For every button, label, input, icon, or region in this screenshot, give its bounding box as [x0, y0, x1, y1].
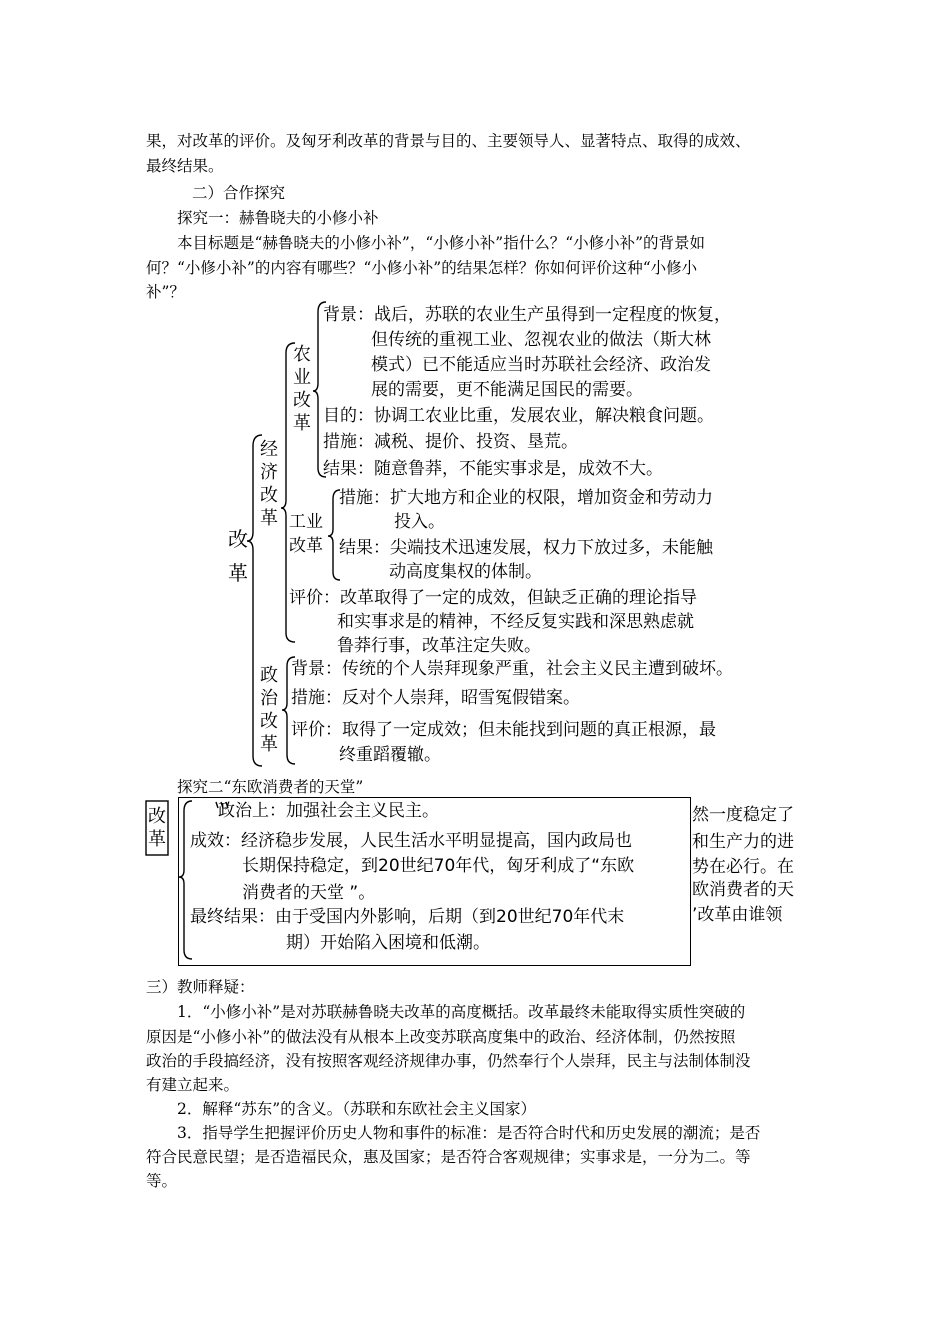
hungary-politics: 政治上：加强社会主义民主。 — [218, 801, 439, 821]
intro-line-2: 最终结果。 — [146, 157, 224, 175]
political-evaluation-line-2: 终重蹈覆辙。 — [339, 745, 441, 765]
hungary-effect-line-3: 消费者的天堂 ”。 — [242, 883, 376, 903]
teacher-point-3-line-3: 等。 — [146, 1172, 178, 1190]
hidden-fragment-4: 欧消费者的天 — [692, 880, 794, 900]
teacher-point-1-line-1: 1．“小修小补”是对苏联赫鲁晓夫改革的高度概括。改革最终未能取得实质性突破的 — [177, 1003, 746, 1021]
diagram-1-economic-reform: 经济改革 — [260, 439, 278, 529]
political-evaluation-line-1: 评价：取得了一定成效；但未能找到问题的真正根源，最 — [291, 720, 716, 740]
hungary-effect-line-1: 成效：经济稳步发展，人民生活水平明显提高，国内政局也 — [190, 831, 632, 851]
teacher-point-3-line-2: 符合民意民望；是否造福民众，惠及国家；是否符合客观规律；实事求是，一分为二。等 — [146, 1148, 751, 1166]
agri-background-line-1: 背景：战后，苏联的农业生产虽得到一定程度的恢复， — [323, 305, 731, 325]
teacher-point-3-line-1: 3．指导学生把握评价历史人物和事件的标准：是否符合时代和历史发展的潮流；是否 — [177, 1124, 761, 1142]
agri-background-line-3: 模式）已不能适应当时苏联社会经济、政治发 — [371, 355, 711, 375]
explore-1-title: 探究一：赫鲁晓夫的小修小补 — [177, 209, 379, 227]
explore-1-question-line-1: 本目标题是“赫鲁晓夫的小修小补”，“小修小补”指什么？“小修小补”的背景如 — [177, 234, 706, 252]
hidden-fragment-3: 势在必行。在 — [692, 857, 794, 877]
hidden-fragment-5: ’改革由谁领 — [692, 905, 783, 925]
agri-result: 结果：随意鲁莽，不能实事求是，成效不大。 — [323, 459, 663, 479]
diagram-1-agriculture-reform: 农业改革 — [293, 344, 311, 434]
hidden-fragment-2: 和生产力的进 — [692, 832, 794, 852]
agri-background-line-4: 展的需要，更不能满足国民的需要。 — [371, 380, 643, 400]
diagram-1-political-reform: 政治改革 — [260, 665, 278, 755]
teacher-point-2: 2．解释“苏东”的含义。（苏联和东欧社会主义国家） — [177, 1100, 536, 1118]
hungary-final-line-1: 最终结果：由于受国内外影响，后期（到20世纪70年代末 — [190, 907, 625, 927]
agri-background-line-2: 但传统的重视工业、忽视农业的做法（斯大林 — [371, 330, 711, 350]
hungary-effect-line-2: 长期保持稳定，到20世纪70年代，匈牙利成了“东欧 — [242, 856, 635, 876]
industry-result-line-1: 结果：尖端技术迅速发展，权力下放过多，未能触 — [339, 538, 713, 558]
teacher-point-1-line-2: 原因是“小修小补”的做法没有从根本上改变苏联高度集中的政治、经济体制，仍然按照 — [146, 1028, 736, 1046]
intro-line-1: 果，对改革的评价。及匈牙利改革的背景与目的、主要领导人、显著特点、取得的成效、 — [146, 132, 751, 150]
explore-2-title: 探究二“东欧消费者的天堂” — [177, 778, 364, 796]
diagram-2-reform-stub: 改革 — [148, 806, 166, 850]
diagram-1-industry-label-2: 改革 — [289, 536, 323, 556]
political-measures: 措施：反对个人崇拜，昭雪冤假错案。 — [291, 688, 580, 708]
economic-evaluation-line-2: 和实事求是的精神，不经反复实践和深思熟虑就 — [337, 612, 694, 632]
section-heading-teacher: 三）教师释疑： — [146, 978, 255, 996]
agri-measures: 措施：减税、提价、投资、垦荒。 — [323, 432, 578, 452]
industry-measures-line-1: 措施：扩大地方和企业的权限，增加资金和劳动力 — [339, 488, 713, 508]
industry-measures-line-2: 投入。 — [394, 512, 445, 532]
teacher-point-1-line-3: 政治的手段搞经济，没有按照客观经济规律办事，仍然奉行个人崇拜，民主与法制体制没 — [146, 1052, 751, 1070]
agri-goal: 目的：协调工农业比重，发展农业，解决粮食问题。 — [323, 406, 714, 426]
industry-result-line-2: 动高度集权的体制。 — [389, 562, 542, 582]
diagram-1-root-reform: 改革 — [228, 527, 248, 585]
hidden-fragment-1: 然一度稳定了 — [692, 805, 794, 825]
diagram-1-industry-label-1: 工业 — [289, 512, 323, 532]
section-heading-cooperative: 二）合作探究 — [192, 184, 286, 202]
teacher-point-1-line-4: 有建立起来。 — [146, 1076, 240, 1094]
explore-1-question-line-2: 何？“小修小补”的内容有哪些？“小修小补”的结果怎样？你如何评价这种“小修小 — [146, 259, 698, 277]
economic-evaluation-line-3: 鲁莽行事，改革注定失败。 — [337, 636, 541, 656]
explore-1-question-line-3: 补”？ — [146, 283, 185, 301]
political-background: 背景：传统的个人崇拜现象严重，社会主义民主遭到破坏。 — [291, 659, 733, 679]
hungary-final-line-2: 期）开始陷入困境和低潮。 — [286, 933, 490, 953]
economic-evaluation-line-1: 评价：改革取得了一定的成效，但缺乏正确的理论指导 — [289, 588, 697, 608]
